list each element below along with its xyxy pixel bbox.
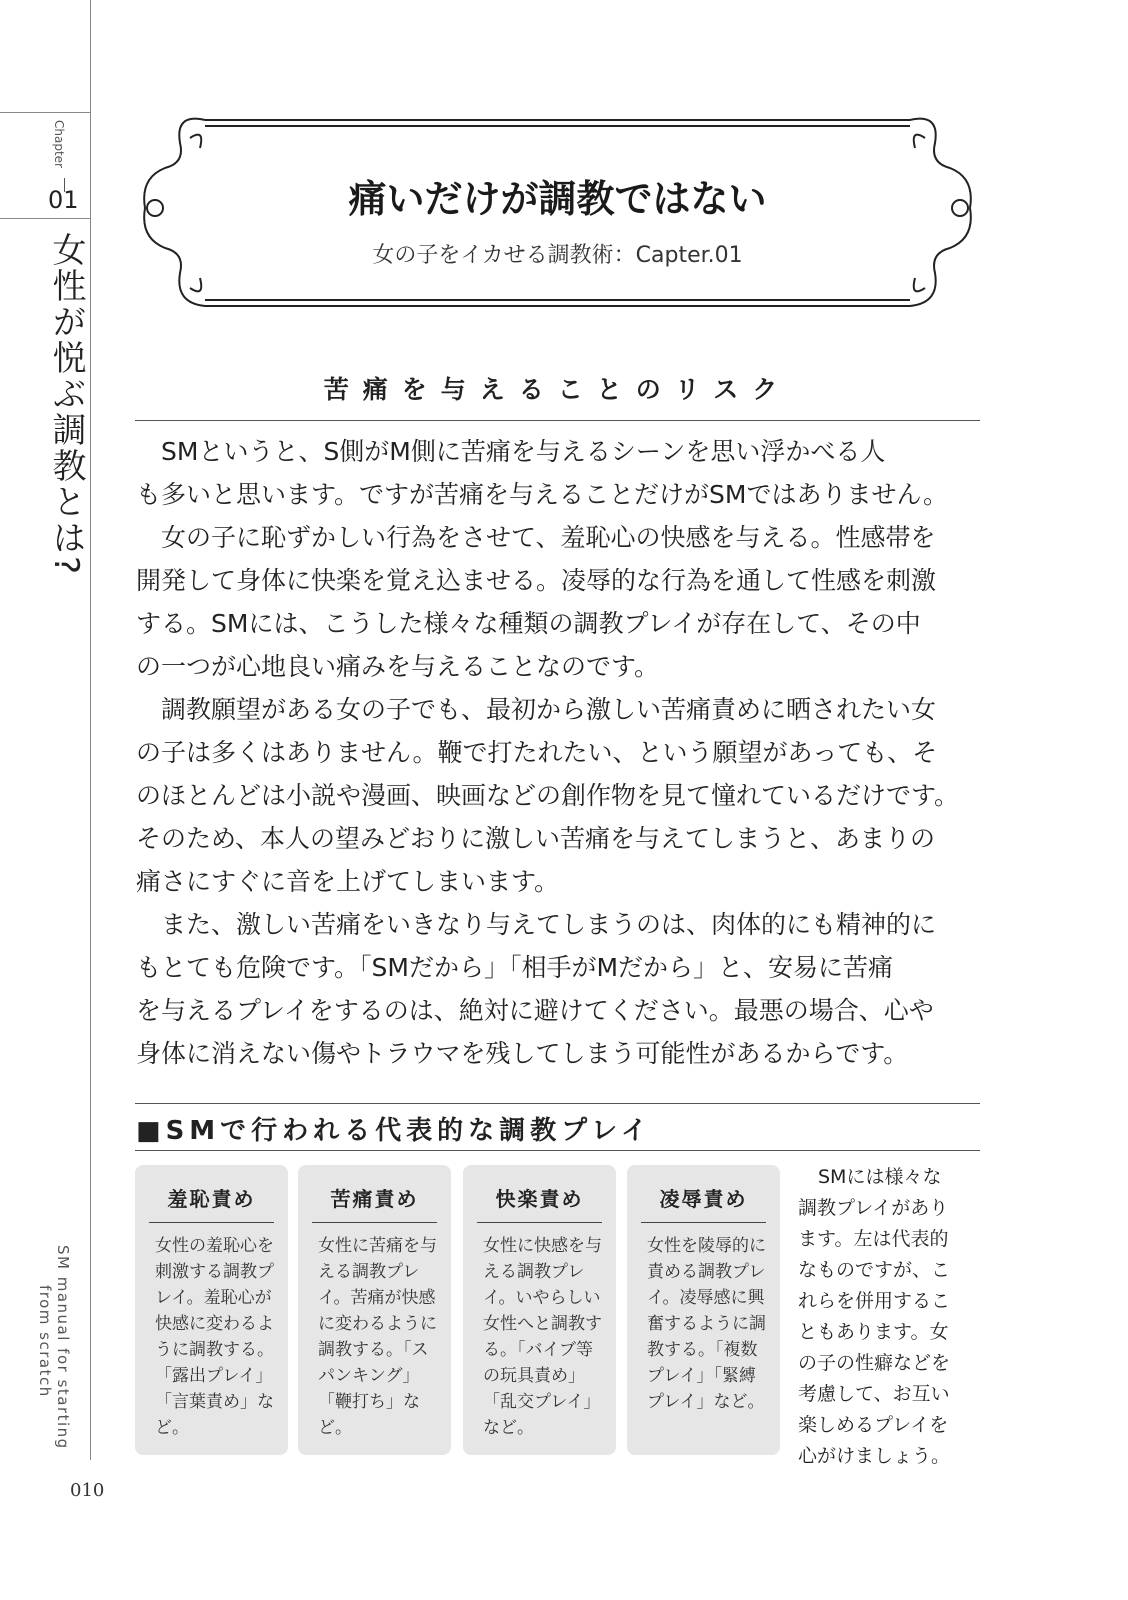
- card-text: 女性に快感を与える調教プレイ。いやらしい女性へと調教する。「バイブ等の玩具責め」「乱交プレイ」など。: [483, 1236, 602, 1438]
- play-type-card: [627, 1165, 780, 1455]
- body-line: また、激しい苦痛をいきなり与えてしまうのは、肉体的にも精神的に: [161, 910, 937, 939]
- card-title: 凌辱責め: [641, 1183, 766, 1223]
- chapter-title: 女性が悦ぶ調教とは?: [46, 232, 86, 577]
- subsection-top-rule: [135, 1103, 980, 1104]
- sidebar-divider: [90, 0, 91, 1460]
- page-subtitle: 女の子をイカせる調教術：Capter.01: [372, 243, 743, 268]
- body-line: 痛さにすぐに音を上げてしまいます。: [136, 867, 560, 896]
- book-subtitle: [36, 1245, 72, 1450]
- body-line: も多いと思います。ですが苦痛を与えることだけがSMではありません。: [136, 480, 948, 509]
- chapter-number: 01: [48, 186, 79, 214]
- card-text: 女性を陵辱的に責める調教プレイ。凌辱感に興奮するように調教する。「複数プレイ」「緊縛プレイ」など。: [647, 1236, 766, 1412]
- subsection-heading: ■SMで行われる代表的な調教プレイ: [136, 1116, 652, 1146]
- book-subtitle-line-2: from scratch: [36, 1285, 54, 1398]
- section-heading: 苦痛を与えることのリスク: [323, 375, 792, 404]
- chapter-label: Chapter: [52, 120, 66, 168]
- note-line: ます。左は代表的: [798, 1228, 949, 1250]
- play-type-card: [135, 1165, 288, 1455]
- body-line: の一つが心地良い痛みを与えることなのです。: [136, 652, 660, 681]
- note-line: 考慮して、お互い: [798, 1383, 950, 1405]
- note-line: 調教プレイがあり: [798, 1197, 949, 1219]
- body-line: もとても危険です。「SMだから」「相手がMだから」と、安易に苦痛: [136, 953, 894, 982]
- body-line: のほとんどは小説や漫画、映画などの創作物を見て憧れているだけです。: [136, 781, 960, 810]
- side-note: [798, 1162, 983, 1472]
- card-title: 苦痛責め: [312, 1183, 437, 1223]
- page-title: 痛いだけが調教ではない: [348, 177, 767, 221]
- card-title: 快楽責め: [477, 1183, 602, 1223]
- section-rule: [135, 420, 980, 421]
- card-text: 女性に苦痛を与える調教プレイ。苦痛が快感に変わるように調教する。「スパンキング」「鞭打ち」など。: [318, 1236, 437, 1438]
- play-type-card: [463, 1165, 616, 1455]
- note-line: SMには様々な: [818, 1166, 942, 1188]
- book-subtitle-line-1: SM manual for starting: [54, 1245, 72, 1450]
- body-line: する。SMには、こうした様々な種類の調教プレイが存在して、その中: [136, 609, 921, 638]
- page-number: 010: [70, 1480, 105, 1501]
- body-line: 身体に消えない傷やトラウマを残してしまう可能性があるからです。: [136, 1039, 909, 1068]
- body-text: [136, 430, 981, 1075]
- subsection-bottom-rule: [135, 1150, 980, 1151]
- body-line: の子は多くはありません。鞭で打たれたい、という願望があっても、そ: [136, 738, 938, 767]
- play-type-card: [298, 1165, 451, 1455]
- body-line: を与えるプレイをするのは、絶対に避けてください。最悪の場合、心や: [136, 996, 934, 1025]
- note-line: 心がけましょう。: [798, 1445, 951, 1467]
- chapter-bottom-rule: [0, 218, 91, 219]
- note-line: れらを併用するこ: [798, 1290, 951, 1312]
- body-line: SMというと、S側がM側に苦痛を与えるシーンを思い浮かべる人: [161, 437, 886, 466]
- chapter-top-rule: [0, 112, 91, 113]
- note-line: 楽しめるプレイを: [798, 1414, 949, 1436]
- body-line: そのため、本人の望みどおりに激しい苦痛を与えてしまうと、あまりの: [136, 824, 936, 853]
- body-line: 開発して身体に快楽を覚え込ませる。凌辱的な行為を通して性感を刺激: [136, 566, 937, 595]
- note-line: なものですが、こ: [798, 1259, 951, 1281]
- note-line: ともあります。女: [798, 1321, 949, 1343]
- card-title: 羞恥責め: [149, 1183, 274, 1223]
- body-line: 調教願望がある女の子でも、最初から激しい苦痛責めに晒されたい女: [161, 695, 937, 724]
- note-line: の子の性癖などを: [798, 1352, 951, 1374]
- card-text: 女性の羞恥心を刺激する調教プレイ。羞恥心が快感に変わるように調教する。「露出プレイ」「言葉責め」など。: [155, 1236, 274, 1438]
- body-line: 女の子に恥ずかしい行為をさせて、羞恥心の快感を与える。性感帯を: [161, 523, 936, 552]
